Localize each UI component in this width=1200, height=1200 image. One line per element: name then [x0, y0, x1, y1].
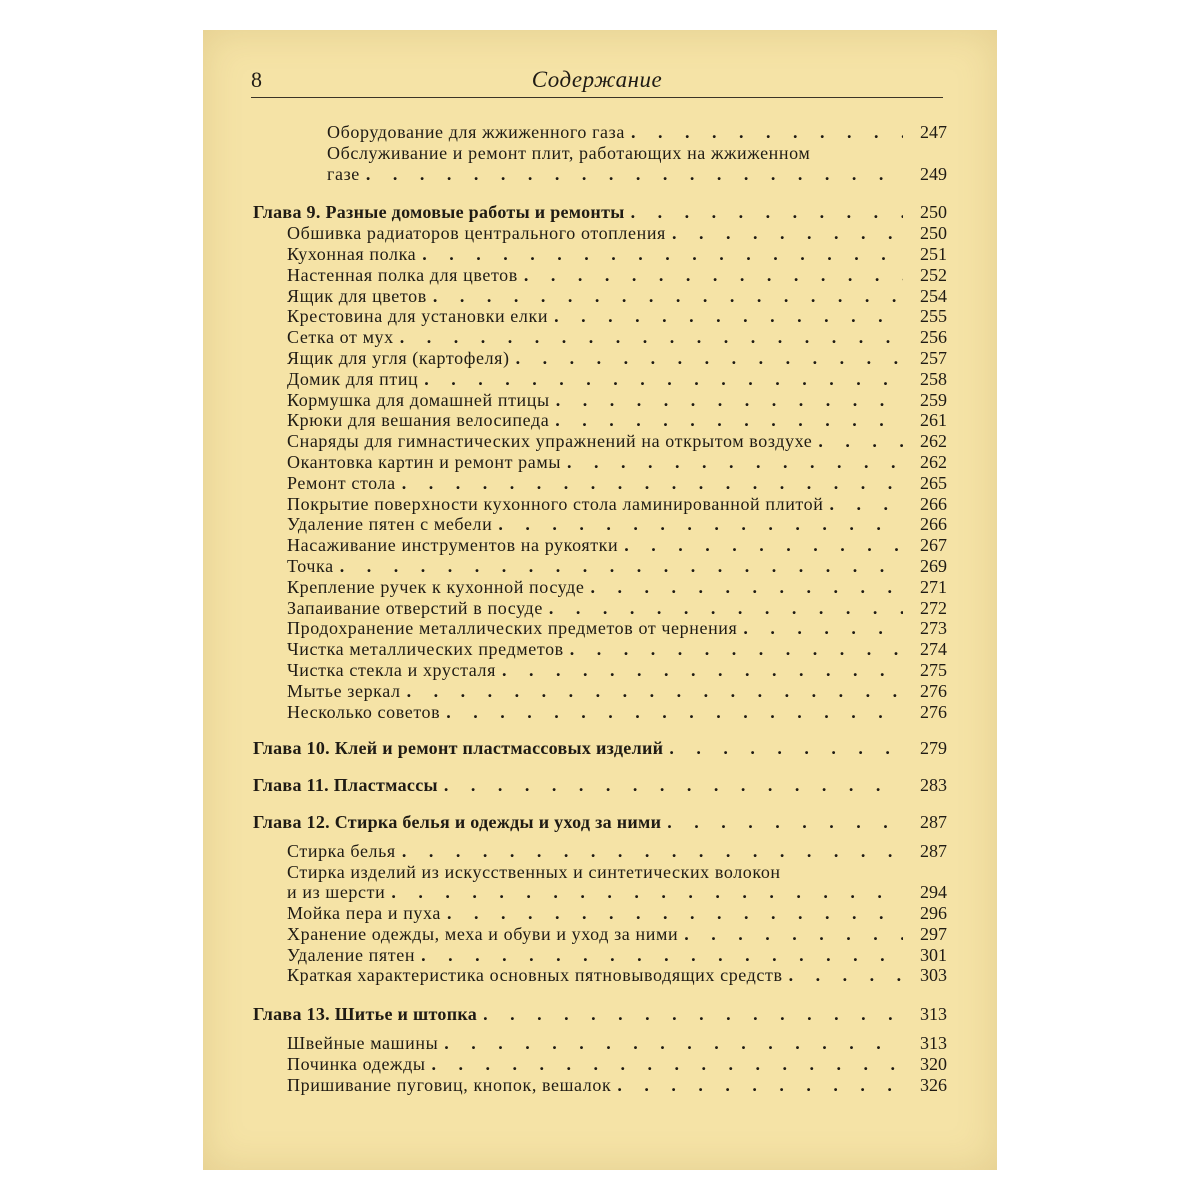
leader-dots	[340, 556, 903, 577]
toc-entry-title: Ремонт стола	[287, 472, 396, 493]
page-number: 8	[251, 67, 262, 92]
toc-entry-page: 294	[920, 882, 947, 903]
toc-entry-page: 287	[920, 840, 947, 861]
leader-dots	[444, 775, 903, 796]
toc-entry-page: 265	[920, 472, 947, 493]
toc-entry	[253, 265, 947, 286]
toc-entry	[253, 660, 947, 681]
toc-entry-page: 276	[920, 701, 947, 722]
leader-dots	[743, 618, 903, 639]
leader-dots	[818, 431, 903, 452]
leader-dots	[502, 660, 903, 681]
toc-entry	[253, 473, 947, 494]
toc-entry-title: Запаивание отверстий в посуде	[287, 597, 543, 618]
toc-entry-page: 271	[920, 576, 947, 597]
leader-dots	[366, 164, 903, 185]
leader-dots	[631, 122, 903, 143]
toc-entry-title: Ящик для цветов	[287, 285, 427, 306]
toc-entry-page: 301	[920, 944, 947, 965]
toc-entry-title: Снаряды для гимнастических упражнений на открытом воздухе	[287, 431, 813, 452]
toc-entry-page: 257	[920, 347, 947, 368]
toc-entry	[253, 286, 947, 307]
toc-entry	[253, 945, 947, 966]
chapter-title: Глава 11. Пластмассы	[253, 775, 438, 796]
toc-entry	[253, 223, 947, 244]
toc-entry-title: Хранение одежды, меха и обуви и уход за ними	[287, 923, 679, 944]
toc-entry-synthetics-line1: Стирка изделий из искусственных и синтетических волокон	[287, 861, 781, 882]
chapter-page: 287	[920, 811, 947, 832]
toc-entry-page: 252	[920, 264, 947, 285]
leader-dots	[684, 924, 903, 945]
toc-entry-page: 266	[920, 514, 947, 535]
leader-dots	[422, 244, 903, 265]
toc-entry-page: 273	[920, 618, 947, 639]
toc-entry-page: 254	[920, 285, 947, 306]
leader-dots	[483, 1004, 903, 1025]
toc-entry-title: Чистка стекла и хрусталя	[287, 659, 496, 680]
toc-entry-title: Чистка металлических предметов	[287, 639, 564, 660]
toc-entry-page: 255	[920, 306, 947, 327]
leader-dots	[830, 494, 904, 515]
leader-dots	[400, 327, 903, 348]
chapter-page: 279	[920, 738, 947, 759]
toc-chapter-9	[253, 202, 947, 223]
toc-entry-page: 272	[920, 597, 947, 618]
leader-dots	[524, 265, 903, 286]
chapter-page: 313	[920, 1004, 947, 1025]
book-page	[203, 30, 997, 1170]
toc-entry-title: газе	[327, 163, 360, 184]
toc-entry-page: 274	[920, 639, 947, 660]
toc-chapter-13	[253, 1004, 947, 1025]
leader-dots	[789, 965, 903, 986]
leader-dots	[556, 390, 903, 411]
toc-entry-page: 266	[920, 493, 947, 514]
leader-dots	[407, 681, 903, 702]
toc-entry	[253, 618, 947, 639]
toc-entry-title: Крюки для вешания велосипеда	[287, 410, 550, 431]
toc-entry-title: Обшивка радиаторов центрального отопления	[287, 223, 666, 244]
toc-entry-title: Кормушка для домашней птицы	[287, 389, 550, 410]
leader-dots	[402, 841, 903, 862]
leader-dots	[391, 882, 903, 903]
toc-entry	[253, 882, 947, 903]
toc-entry	[253, 514, 947, 535]
leader-dots	[672, 223, 903, 244]
toc-entry-page: 256	[920, 327, 947, 348]
toc-entry-title: Домик для птиц	[287, 368, 419, 389]
toc-entry-title: Кухонная полка	[287, 243, 417, 264]
leader-dots	[631, 202, 903, 223]
leader-dots	[549, 598, 903, 619]
toc-entry-title: Оборудование для жжиженного газа	[327, 122, 625, 142]
toc-entry	[253, 556, 947, 577]
leader-dots	[498, 514, 903, 535]
toc-entry-title: Швейные машины	[287, 1033, 439, 1054]
toc-entry-page: 247	[920, 122, 947, 142]
toc-entry	[253, 244, 947, 265]
chapter-page: 250	[920, 202, 947, 223]
toc-entry	[253, 410, 947, 431]
toc-entry-title: Мытье зеркал	[287, 680, 401, 701]
toc-entry-page: 297	[920, 923, 947, 944]
leader-dots	[667, 812, 903, 833]
toc-entry	[253, 535, 947, 556]
toc-chapter-10	[253, 738, 947, 759]
toc-entry	[253, 639, 947, 660]
toc-entry	[253, 306, 947, 327]
toc-entry	[253, 431, 947, 452]
leader-dots	[516, 348, 903, 369]
leader-dots	[424, 369, 903, 390]
toc-entry	[253, 965, 947, 986]
toc-entry	[253, 390, 947, 411]
toc-entry	[253, 903, 947, 924]
page-header	[251, 67, 943, 98]
toc-entry	[253, 348, 947, 369]
toc-entry-title: Стирка белья	[287, 840, 396, 861]
leader-dots	[567, 452, 903, 473]
chapter-title: Глава 9. Разные домовые работы и ремонты	[253, 202, 625, 223]
toc-entry-title: Несколько советов	[287, 701, 441, 722]
leader-dots	[624, 535, 903, 556]
toc-entry-page: 275	[920, 659, 947, 680]
toc-entry-gas-equipment	[253, 122, 947, 143]
chapter-page: 283	[920, 775, 947, 796]
toc-entry	[253, 841, 947, 862]
toc-entry-title: Починка одежды	[287, 1053, 426, 1074]
chapter-title: Глава 13. Шитье и штопка	[253, 1004, 478, 1025]
toc-entry-title: Крестовина для установки елки	[287, 306, 549, 327]
toc-entry	[253, 452, 947, 473]
toc-entry	[253, 1075, 947, 1096]
leader-dots	[555, 410, 903, 431]
toc-entry-title: Точка	[287, 555, 334, 576]
toc-entry-page: 303	[920, 965, 947, 986]
chapter-title: Глава 12. Стирка белья и одежды и уход за ними	[253, 811, 662, 832]
toc-entry-page: 269	[920, 555, 947, 576]
toc-entry-title: Покрытие поверхности кухонного стола ламинированной плитой	[287, 493, 824, 514]
toc-entry-page: 313	[920, 1033, 947, 1054]
running-title: Содержание	[531, 67, 663, 92]
toc-entry-page: 326	[920, 1074, 947, 1095]
toc-entry-title: Насаживание инструментов на рукоятки	[287, 535, 619, 556]
toc-entry-title: Окантовка картин и ремонт рамы	[287, 451, 562, 472]
leader-dots	[669, 738, 903, 759]
leader-dots	[402, 473, 903, 494]
toc-entry-page: 296	[920, 903, 947, 924]
toc-entry-title: Продохранение металлических предметов от чернения	[287, 618, 738, 639]
leader-dots	[591, 577, 904, 598]
toc-entry-page: 262	[920, 451, 947, 472]
toc-entry-page: 261	[920, 410, 947, 431]
leader-dots	[444, 1033, 903, 1054]
toc-entry-stove-service-line1: Обслуживание и ремонт плит, работающих на жжиженном	[327, 142, 811, 163]
toc-entry	[253, 1054, 947, 1075]
toc-entry-page: 267	[920, 535, 947, 556]
toc-entry-page: 249	[920, 163, 947, 184]
toc-chapter-11	[253, 775, 947, 796]
toc-entry	[253, 327, 947, 348]
leader-dots	[421, 945, 903, 966]
toc-entry-title: Ящик для угля (картофеля)	[287, 347, 510, 368]
toc-entry-title: Крепление ручек к кухонной посуде	[287, 576, 585, 597]
toc-entry-title: Настенная полка для цветов	[287, 264, 518, 285]
toc-entry-page: 276	[920, 680, 947, 701]
toc-entry-page: 258	[920, 368, 947, 389]
toc-entry-title: и из шерсти	[287, 882, 386, 903]
leader-dots	[554, 306, 903, 327]
toc-entry-title: Мойка пера и пуха	[287, 903, 441, 924]
toc-entry-page: 320	[920, 1053, 947, 1074]
leader-dots	[447, 903, 903, 924]
leader-dots	[570, 639, 903, 660]
toc-entry	[253, 577, 947, 598]
toc-entry-page: 251	[920, 243, 947, 264]
leader-dots	[446, 702, 903, 723]
toc-entry	[253, 369, 947, 390]
toc-entry	[253, 681, 947, 702]
leader-dots	[617, 1075, 903, 1096]
toc-entry	[253, 1033, 947, 1054]
table-of-contents	[253, 122, 947, 1095]
toc-entry-title: Сетка от мух	[287, 327, 394, 348]
toc-entry	[253, 494, 947, 515]
toc-entry-page: 250	[920, 223, 947, 244]
toc-entry	[253, 702, 947, 723]
toc-chapter-12	[253, 812, 947, 833]
chapter-title: Глава 10. Клей и ремонт пластмассовых изделий	[253, 738, 664, 759]
toc-entry-page: 262	[920, 431, 947, 452]
toc-entry-stove-service	[253, 164, 947, 185]
toc-entry-page: 259	[920, 389, 947, 410]
toc-entry-title: Краткая характеристика основных пятновыводящих средств	[287, 965, 783, 986]
toc-entry-title: Удаление пятен	[287, 944, 416, 965]
toc-entry-title: Пришивание пуговиц, кнопок, вешалок	[287, 1074, 612, 1095]
leader-dots	[433, 286, 903, 307]
leader-dots	[432, 1054, 903, 1075]
toc-entry	[253, 598, 947, 619]
toc-entry-title: Удаление пятен с мебели	[287, 514, 493, 535]
toc-entry	[253, 924, 947, 945]
